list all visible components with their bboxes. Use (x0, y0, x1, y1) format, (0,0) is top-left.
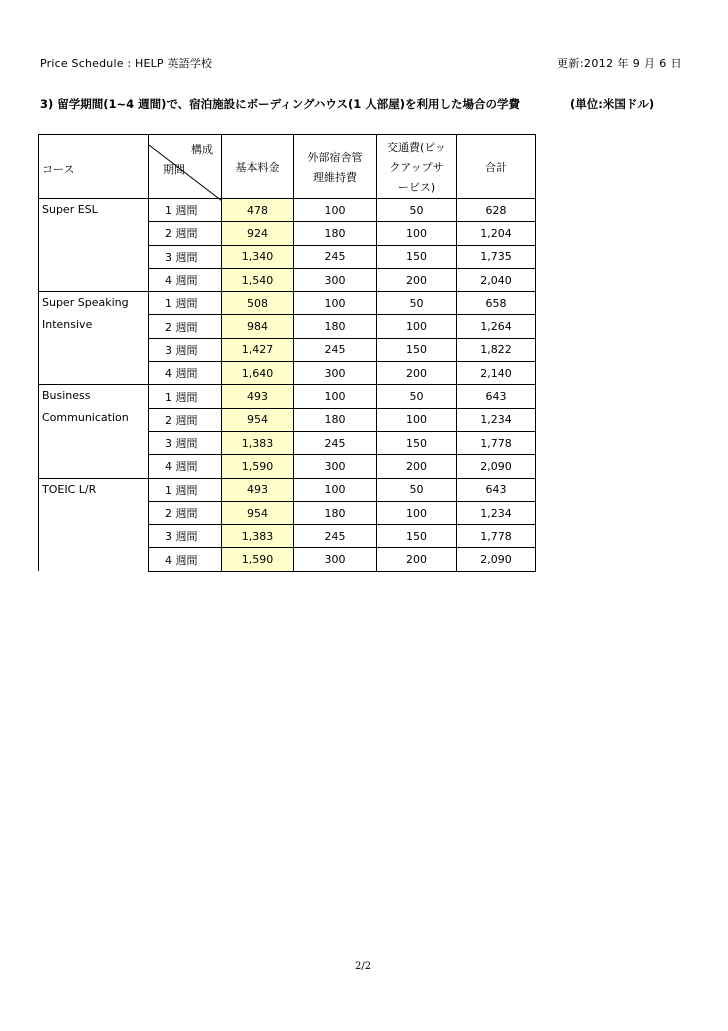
base-fee-cell: 478 (222, 199, 294, 222)
base-fee-cell: 954 (222, 501, 294, 524)
period-cell: 4 週間 (149, 268, 222, 291)
course-name: Super Speaking Intensive (39, 292, 149, 385)
period-cell: 2 週間 (149, 501, 222, 524)
dorm-fee-cell: 100 (294, 199, 377, 222)
total-cell: 1,778 (457, 525, 536, 548)
total-cell: 1,822 (457, 338, 536, 361)
total-cell: 658 (457, 292, 536, 315)
transport-fee-cell: 200 (377, 362, 457, 385)
total-cell: 643 (457, 385, 536, 408)
currency-unit: (単位:米国ドル) (570, 97, 655, 111)
updated-date: 更新:2012 年 9 月 6 日 (557, 57, 682, 70)
dorm-fee-cell: 300 (294, 268, 377, 291)
price-table (38, 134, 536, 572)
base-fee-cell: 954 (222, 408, 294, 431)
transport-fee-cell: 150 (377, 338, 457, 361)
total-cell: 1,204 (457, 222, 536, 245)
transport-fee-cell: 50 (377, 292, 457, 315)
transport-fee-cell: 100 (377, 315, 457, 338)
dorm-fee-cell: 100 (294, 292, 377, 315)
period-cell: 3 週間 (149, 525, 222, 548)
base-fee-cell: 493 (222, 385, 294, 408)
transport-fee-cell: 100 (377, 408, 457, 431)
dorm-fee-cell: 300 (294, 548, 377, 571)
base-fee-cell: 924 (222, 222, 294, 245)
dorm-fee-cell: 180 (294, 222, 377, 245)
total-cell: 2,040 (457, 268, 536, 291)
base-fee-cell: 1,590 (222, 455, 294, 478)
header-composition: 構成 (191, 143, 213, 156)
transport-fee-cell: 100 (377, 222, 457, 245)
transport-fee-cell: 150 (377, 245, 457, 268)
base-fee-cell: 1,383 (222, 525, 294, 548)
table-header-row (39, 135, 536, 199)
period-cell: 2 週間 (149, 315, 222, 338)
base-fee-cell: 508 (222, 292, 294, 315)
header-base-fee: 基本料金 (222, 135, 294, 199)
period-cell: 3 週間 (149, 431, 222, 454)
header-composition-period (149, 135, 222, 199)
section-title: 3) 留学期間(1~4 週間)で、宿泊施設にボーディングハウス(1 人部屋)を利用した場合の学費 (40, 97, 521, 111)
dorm-fee-cell: 180 (294, 501, 377, 524)
period-cell: 1 週間 (149, 385, 222, 408)
total-cell: 628 (457, 199, 536, 222)
base-fee-cell: 1,590 (222, 548, 294, 571)
total-cell: 1,234 (457, 408, 536, 431)
table-row (39, 385, 536, 408)
course-name: Business Communication (39, 385, 149, 478)
header-transport-fee: 交通費(ピッ クアップサ ービス) (377, 135, 457, 199)
period-cell: 1 週間 (149, 199, 222, 222)
base-fee-cell: 1,640 (222, 362, 294, 385)
transport-fee-cell: 50 (377, 478, 457, 501)
dorm-fee-cell: 300 (294, 362, 377, 385)
total-cell: 2,090 (457, 455, 536, 478)
base-fee-cell: 1,340 (222, 245, 294, 268)
dorm-fee-cell: 245 (294, 245, 377, 268)
transport-fee-cell: 200 (377, 548, 457, 571)
header-period: 期間 (163, 163, 185, 176)
dorm-fee-cell: 180 (294, 408, 377, 431)
dorm-fee-cell: 100 (294, 478, 377, 501)
table-row (39, 292, 536, 315)
transport-fee-cell: 150 (377, 525, 457, 548)
transport-fee-cell: 50 (377, 385, 457, 408)
base-fee-cell: 1,427 (222, 338, 294, 361)
transport-fee-cell: 200 (377, 455, 457, 478)
transport-fee-cell: 200 (377, 268, 457, 291)
course-name: TOEIC L/R (39, 478, 149, 571)
total-cell: 643 (457, 478, 536, 501)
period-cell: 3 週間 (149, 338, 222, 361)
dorm-fee-cell: 300 (294, 455, 377, 478)
course-name: Super ESL (39, 199, 149, 292)
period-cell: 4 週間 (149, 548, 222, 571)
transport-fee-cell: 150 (377, 431, 457, 454)
table-row (39, 478, 536, 501)
period-cell: 4 週間 (149, 455, 222, 478)
dorm-fee-cell: 245 (294, 431, 377, 454)
dorm-fee-cell: 245 (294, 525, 377, 548)
period-cell: 1 週間 (149, 478, 222, 501)
period-cell: 1 週間 (149, 292, 222, 315)
period-cell: 2 週間 (149, 408, 222, 431)
period-cell: 2 週間 (149, 222, 222, 245)
base-fee-cell: 1,383 (222, 431, 294, 454)
total-cell: 1,778 (457, 431, 536, 454)
header-total: 合計 (457, 135, 536, 199)
total-cell: 1,264 (457, 315, 536, 338)
transport-fee-cell: 100 (377, 501, 457, 524)
total-cell: 2,140 (457, 362, 536, 385)
table-row (39, 199, 536, 222)
base-fee-cell: 1,540 (222, 268, 294, 291)
total-cell: 1,234 (457, 501, 536, 524)
transport-fee-cell: 50 (377, 199, 457, 222)
dorm-fee-cell: 100 (294, 385, 377, 408)
page-number: 2/2 (355, 961, 372, 972)
base-fee-cell: 984 (222, 315, 294, 338)
total-cell: 2,090 (457, 548, 536, 571)
base-fee-cell: 493 (222, 478, 294, 501)
header-dorm-fee: 外部宿舎管 理維持費 (294, 135, 377, 199)
document-header-title: Price Schedule : HELP 英語学校 (40, 57, 213, 70)
dorm-fee-cell: 245 (294, 338, 377, 361)
period-cell: 4 週間 (149, 362, 222, 385)
header-course: コース (39, 135, 149, 199)
period-cell: 3 週間 (149, 245, 222, 268)
total-cell: 1,735 (457, 245, 536, 268)
dorm-fee-cell: 180 (294, 315, 377, 338)
